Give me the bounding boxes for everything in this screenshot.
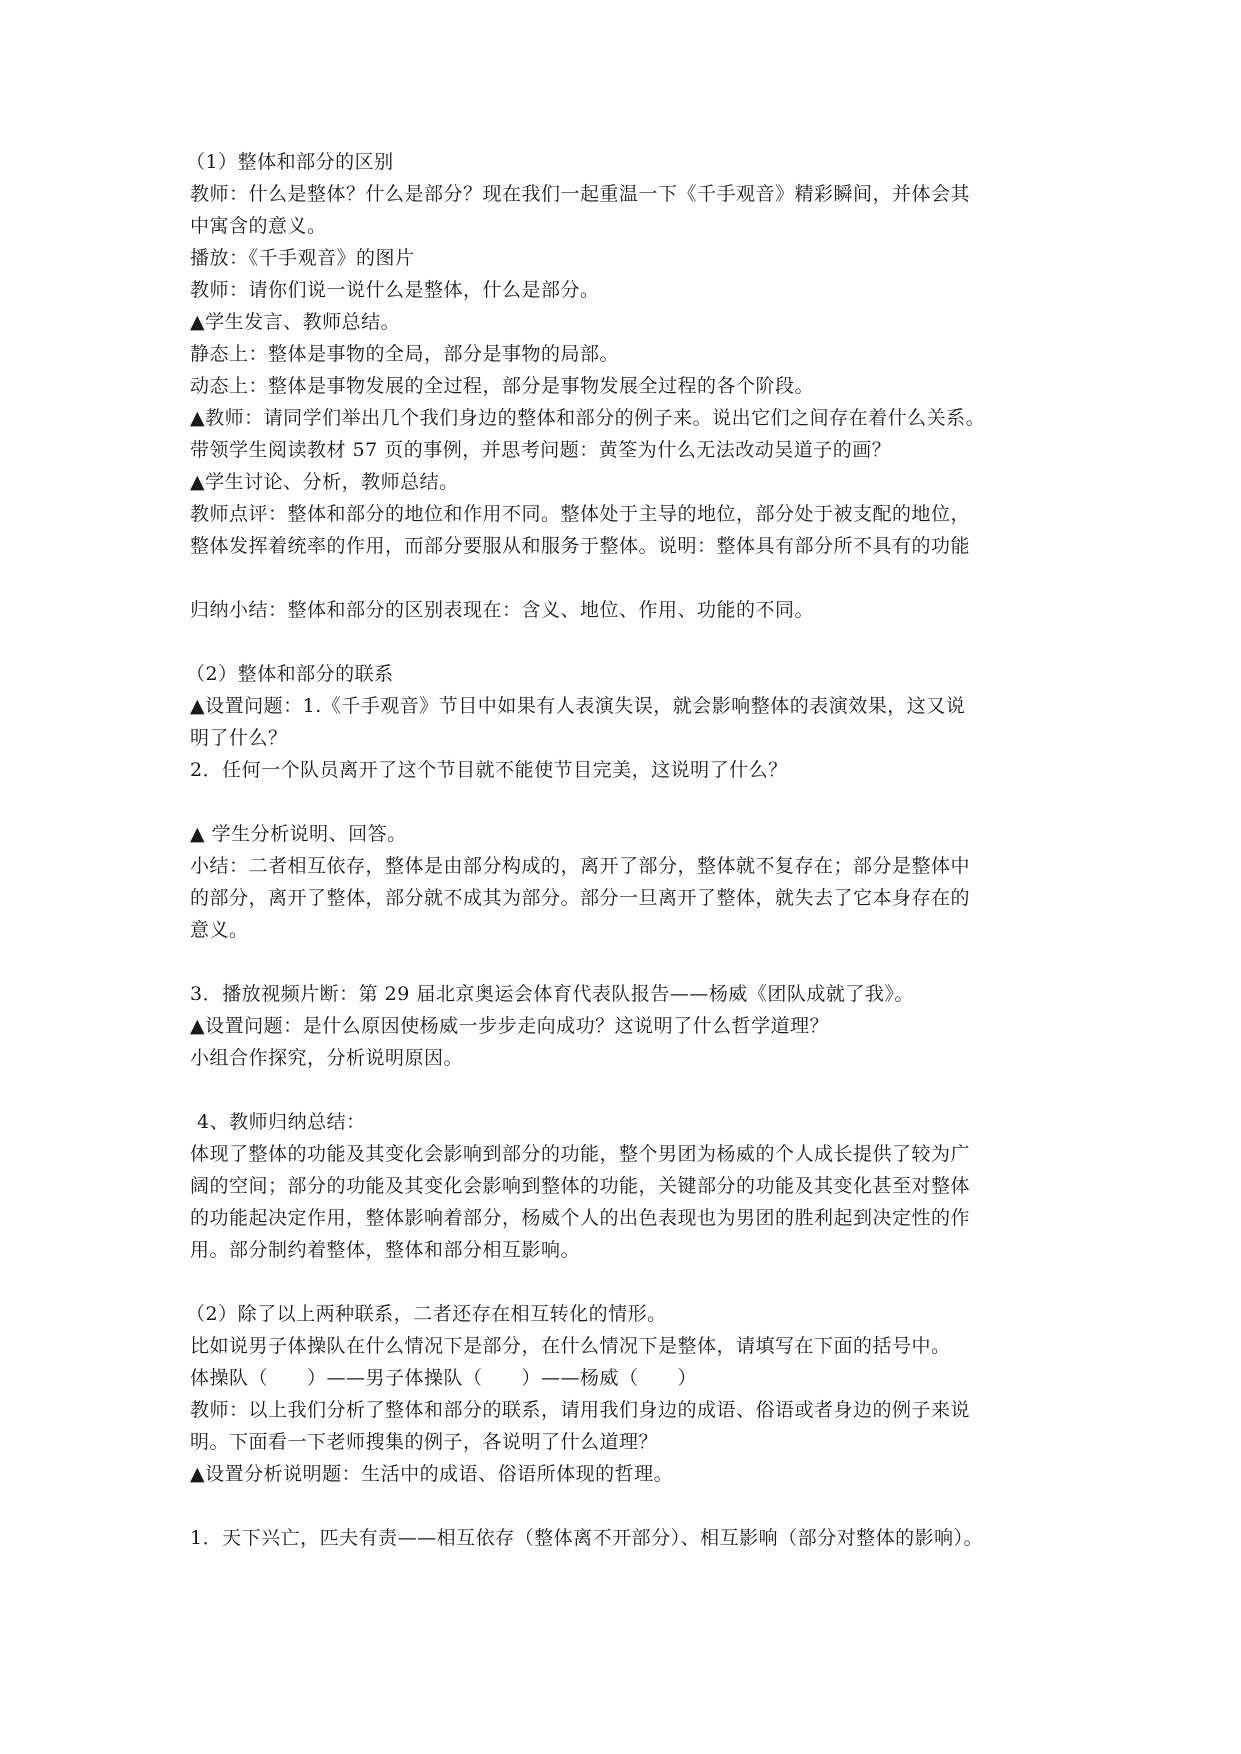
text-line: 明。下面看一下老师搜集的例子，各说明了什么道理？ [190,1431,659,1453]
text-line: 阔的空间；部分的功能及其变化会影响到整体的功能，关键部分的功能及其变化甚至对整体 [190,1175,971,1197]
text-line: 静态上：整体是事物的全局，部分是事物的局部。 [190,343,620,365]
text-line: 1．天下兴亡，匹夫有责——相互依存（整体离不开部分）、相互影响（部分对整体的影响）。 [190,1527,984,1549]
text-line: 意义。 [190,919,249,941]
text-line: 体操队（ ）——男子体操队（ ）——杨威（ ） [190,1367,698,1389]
text-line: 教师点评：整体和部分的地位和作用不同。整体处于主导的地位，部分处于被支配的地位， [190,503,971,525]
section-heading-2: （2）整体和部分的联系 [186,663,394,685]
text-line: ▲设置问题：是什么原因使杨威一步步走向成功？这说明了什么哲学道理？ [190,1015,830,1037]
text-line: ▲设置问题：1.《千手观音》节目中如果有人表演失误，就会影响整体的表演效果，这又说 [190,695,966,717]
text-line: 明了什么？ [190,727,288,749]
text-line: 小组合作探究，分析说明原因。 [190,1047,464,1069]
text-line: ▲教师：请同学们举出几个我们身边的整体和部分的例子来。说出它们之间存在着什么关系。 [190,407,986,429]
summary-line: 归纳小结：整体和部分的区别表现在：含义、地位、作用、功能的不同。 [190,599,815,621]
text-line: 小结：二者相互依存，整体是由部分构成的，离开了部分，整体就不复存在；部分是整体中 [190,855,971,877]
text-line: 体现了整体的功能及其变化会影响到部分的功能，整个男团为杨威的个人成长提供了较为广 [190,1143,971,1165]
text-line: 带领学生阅读教材 57 页的事例，并思考问题：黄筌为什么无法改动吴道子的画？ [190,439,892,461]
text-line: ▲ 学生分析说明、回答。 [190,823,407,845]
text-line: 教师：以上我们分析了整体和部分的联系，请用我们身边的成语、俗语或者身边的例子来说 [190,1399,971,1421]
section-heading-4: （2）除了以上两种联系，二者还存在相互转化的情形。 [186,1303,667,1325]
text-line: 教师：什么是整体？什么是部分？现在我们一起重温一下《千手观音》精彩瞬间，并体会其 [190,183,971,205]
section-heading-1: （1）整体和部分的区别 [186,151,394,173]
text-line: 的功能起决定作用，整体影响着部分，杨威个人的出色表现也为男团的胜利起到决定性的作 [190,1207,971,1229]
text-line: 用。部分制约着整体，整体和部分相互影响。 [190,1239,581,1261]
section-heading-3: 4、教师归纳总结： [197,1111,366,1133]
text-line: ▲学生讨论、分析，教师总结。 [190,471,459,493]
text-line: 整体发挥着统率的作用，而部分要服从和服务于整体。说明：整体具有部分所不具有的功能 [190,535,971,557]
text-line: 中寓含的意义。 [190,215,327,237]
text-line: 动态上：整体是事物发展的全过程，部分是事物发展全过程的各个阶段。 [190,375,815,397]
text-line: 3．播放视频片断：第 29 届北京奥运会体育代表队报告——杨威《团队成就了我》。 [190,983,914,1005]
text-line: ▲学生发言、教师总结。 [190,311,401,333]
text-line: ▲设置分析说明题：生活中的成语、俗语所体现的哲理。 [190,1463,674,1485]
text-line: 教师：请你们说一说什么是整体，什么是部分。 [190,279,600,301]
text-line: 的部分，离开了整体，部分就不成其为部分。部分一旦离开了整体，就失去了它本身存在的 [190,887,971,909]
text-line: 比如说男子体操队在什么情况下是部分，在什么情况下是整体，请填写在下面的括号中。 [190,1335,951,1357]
text-line: 2．任何一个队员离开了这个节目就不能使节目完美，这说明了什么？ [190,759,788,781]
text-line: 播放：《千手观音》的图片 [190,247,415,269]
